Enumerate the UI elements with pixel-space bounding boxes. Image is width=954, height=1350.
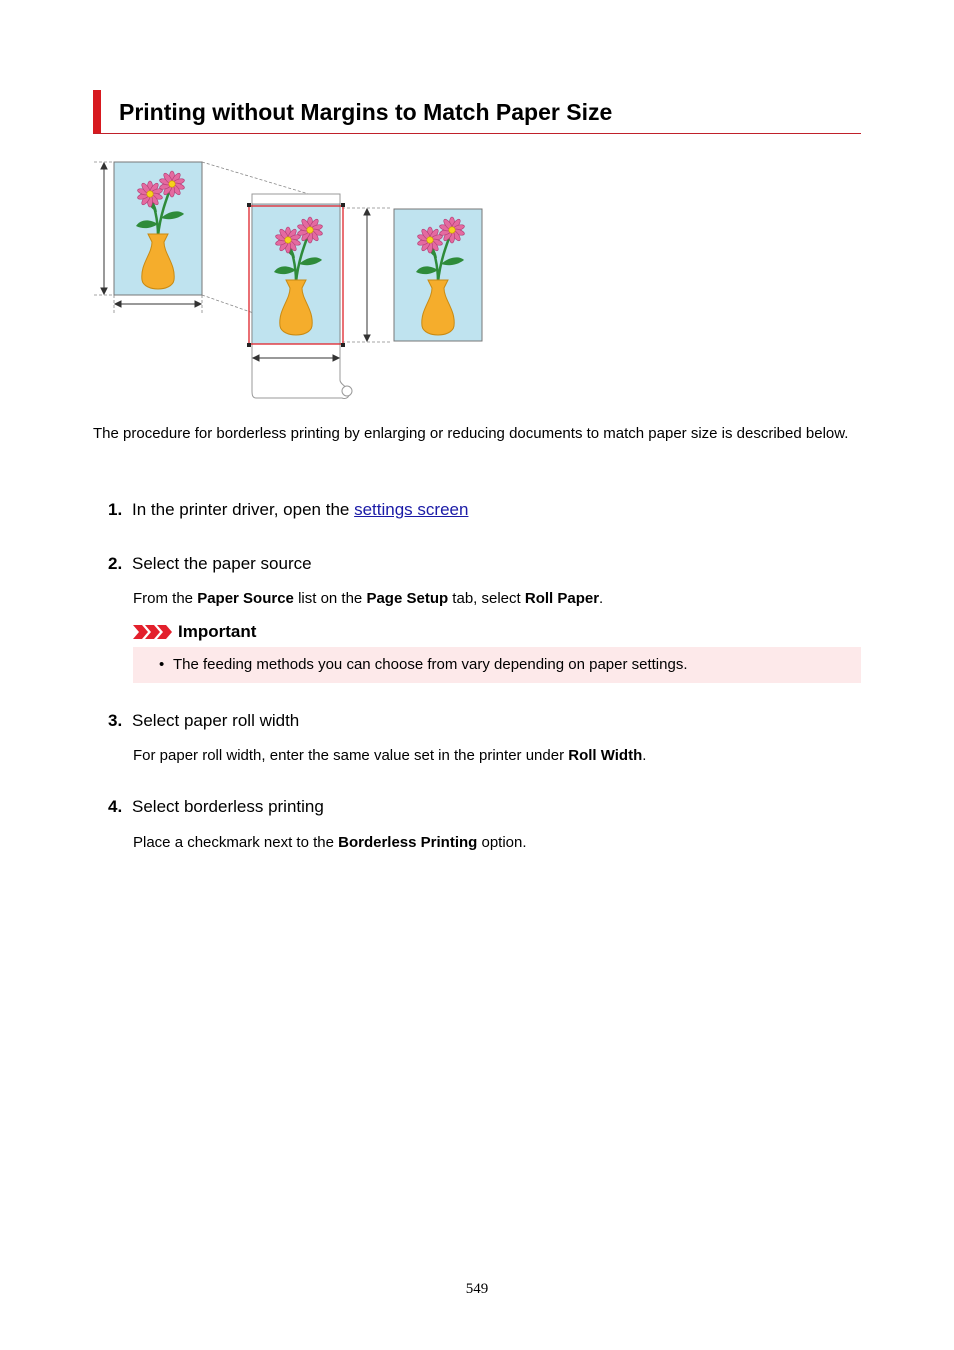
step-4 [108, 796, 324, 818]
step-1 [108, 499, 468, 521]
step-number: 1. [108, 500, 123, 519]
desc-text: option. [477, 834, 527, 851]
step-4-description [133, 833, 527, 853]
desc-bold-page-setup: Page Setup [366, 590, 449, 607]
step-number: 2. [108, 554, 123, 573]
step-3-description [133, 746, 646, 766]
desc-text: . [599, 590, 604, 607]
desc-bold-paper-source: Paper Source [197, 590, 294, 607]
step-number: 4. [108, 797, 123, 816]
page-title: Printing without Margins to Match Paper Size [119, 99, 613, 125]
step-number: 3. [108, 711, 123, 730]
desc-bold-borderless-printing: Borderless Printing [338, 834, 478, 851]
intro-paragraph: The procedure for borderless printing by enlarging or reducing documents to match paper size is described below. [93, 425, 849, 442]
important-item: The feeding methods you can choose from vary depending on paper settings. [173, 656, 688, 673]
step-2-description [133, 589, 603, 609]
desc-text: . [642, 747, 647, 764]
desc-text: Place a checkmark next to the [133, 834, 339, 851]
page-number: 549 [465, 1281, 489, 1297]
desc-bold-roll-width: Roll Width [568, 747, 643, 764]
desc-text: list on the [293, 590, 367, 607]
desc-text: For paper roll width, enter the same value set in the printer under [133, 747, 569, 764]
heading-accent-bar [93, 90, 101, 133]
section-heading [93, 90, 861, 134]
desc-text: tab, select [448, 590, 525, 607]
settings-screen-link[interactable]: settings screen [354, 500, 469, 519]
step-title: Select paper roll width [132, 711, 300, 730]
borderless-printing-illustration [92, 158, 492, 403]
step-3 [108, 710, 299, 732]
important-heading [133, 621, 256, 643]
important-label: Important [178, 622, 257, 641]
important-chevrons-icon [133, 623, 173, 641]
step-title: Select the paper source [132, 554, 312, 573]
step-title: Select borderless printing [132, 797, 324, 816]
bullet: • [159, 656, 165, 673]
step-title-prefix: In the printer driver, open the [132, 500, 355, 519]
desc-bold-roll-paper: Roll Paper [524, 590, 600, 607]
step-2 [108, 553, 312, 575]
important-note-box [133, 647, 861, 683]
desc-text: From the [133, 590, 198, 607]
